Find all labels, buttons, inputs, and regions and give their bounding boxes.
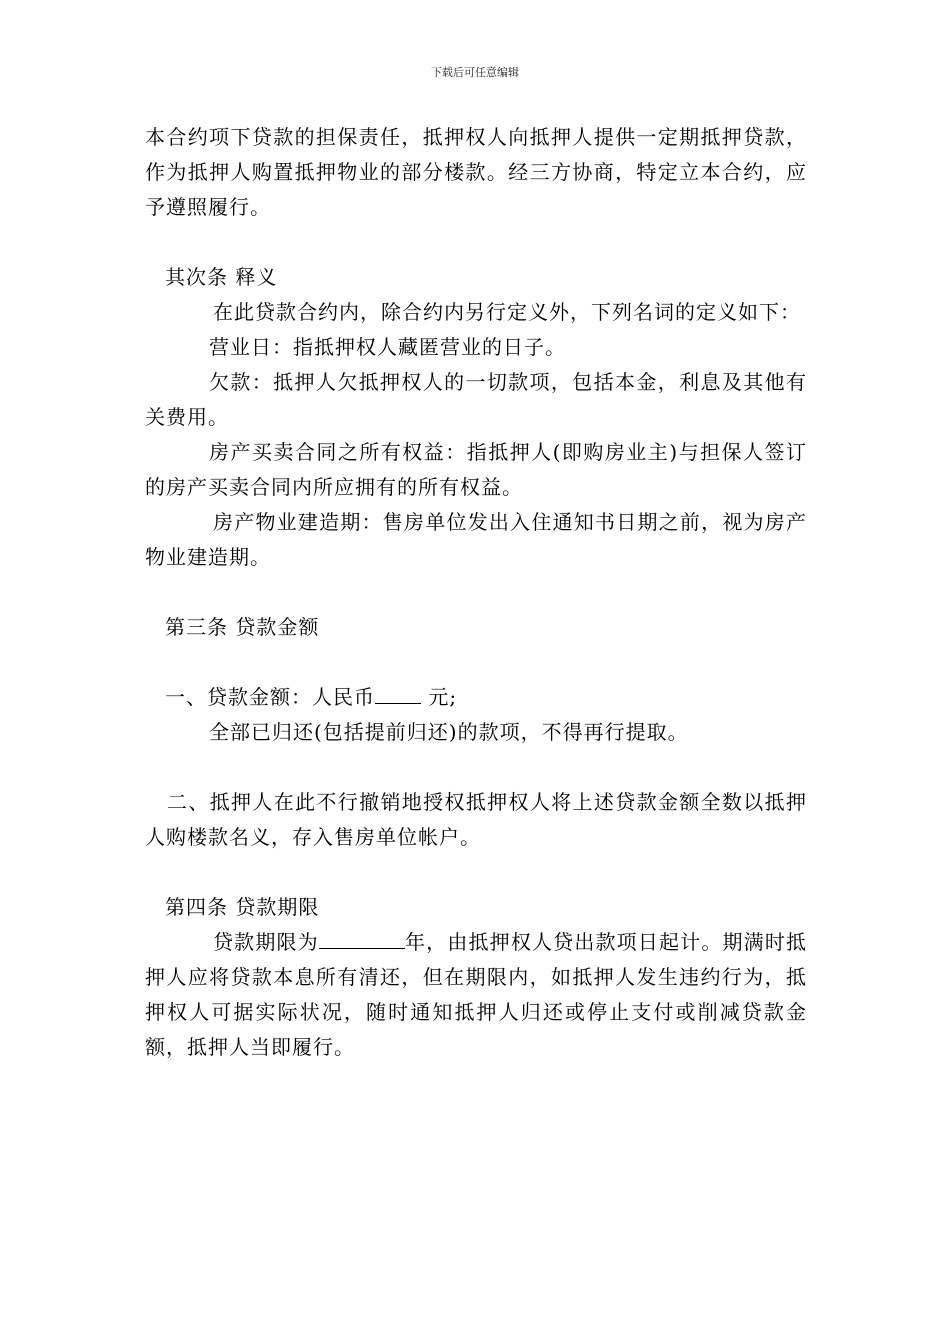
spacer [145,855,807,890]
article3-item-1-lead: 一、贷款金额：人民币 [165,685,375,709]
term-blank [319,928,405,949]
page-header: 下载后可任意编辑 [431,66,519,79]
article4-paragraph-1-lead: 贷款期限为 [213,930,319,954]
article3-heading: 第三条 贷款金额 [165,615,320,639]
article2-paragraph-1: 在此贷款合约内，除合约内另行定义外，下列名词的定义如下： [213,300,801,324]
article2-paragraph-3: 欠款：抵押人欠抵押权人的一切款项，包括本金，利息及其他有关费用。 [145,370,807,429]
article3-item-1-tail: 元; [421,685,458,709]
article4-heading: 第四条 贷款期限 [165,895,320,919]
spacer [145,645,807,680]
article4-paragraph-1 [145,925,807,1065]
article2-paragraph-5: 房产物业建造期：售房单位发出入住通知书日期之前，视为房产物业建造期。 [145,510,807,569]
article3-item-1 [145,680,807,715]
document-body [145,120,807,1065]
article2-paragraph-4: 房产买卖合同之所有权益：指抵押人(即购房业主)与担保人签订的房产买卖合同内所应拥有的所有权益。 [145,440,807,499]
article3-item-2: 二、抵押人在此不行撤销地授权抵押权人将上述贷款金额全数以抵押人购楼款名义，存入售房单位帐户。 [145,790,807,849]
article4-paragraph-1-tail: 年，由抵押权人贷出款项日起计。期满时抵押人应将贷款本息所有清还，但在期限内，如抵押人发生违约行为，抵押权人可据实际状况，随时通知抵押人归还或停止支付或削减贷款金额，抵押人当即履行。 [145,930,808,1059]
amount-blank [375,683,421,704]
spacer [145,750,807,785]
spacer [145,575,807,610]
article2-paragraph-2: 营业日：指抵押权人藏匿营业的日子。 [209,335,566,359]
intro-paragraph: 本合约项下贷款的担保责任，抵押权人向抵押人提供一定期抵押贷款，作为抵押人购置抵押物业的部分楼款。经三方协商，特定立本合约，应予遵照履行。 [145,125,807,219]
article3-item-1-note: 全部已归还(包括提前归还)的款项，不得再行提取。 [209,720,689,744]
spacer [145,225,807,260]
article2-heading: 其次条 释义 [165,265,278,289]
